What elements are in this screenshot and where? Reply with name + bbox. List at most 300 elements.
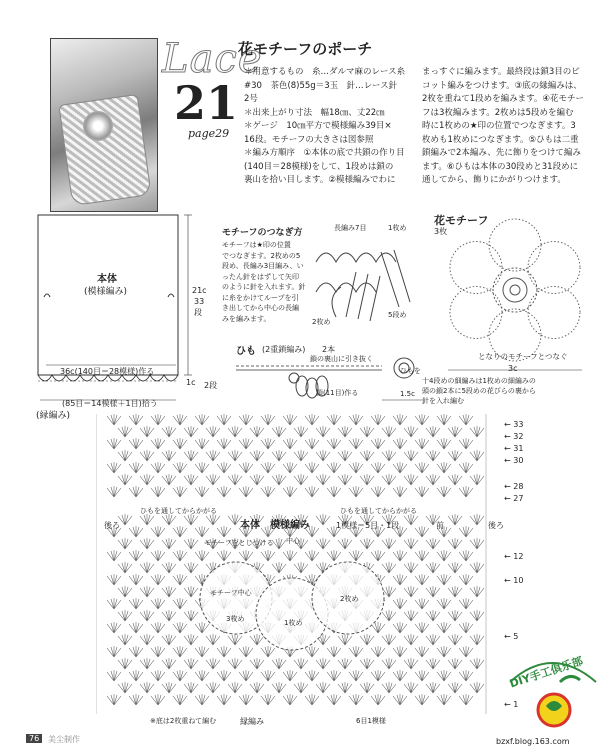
stitch-fan — [437, 438, 451, 449]
stitch-fan — [305, 438, 319, 449]
note-second-motif: 2枚め — [312, 318, 331, 326]
stitch-fan — [305, 646, 319, 657]
stitch-fan — [239, 694, 253, 705]
motif-attach-note: モチーフをとじつける — [204, 539, 274, 547]
stitch-fan — [327, 670, 341, 681]
stitch-fan — [239, 438, 253, 449]
stitch-fan — [140, 538, 154, 549]
motif-join-diagram — [306, 222, 424, 332]
flower-petal — [450, 287, 502, 339]
stitch-fan — [459, 526, 473, 537]
stitch-fan — [272, 426, 286, 437]
stitch-fan — [393, 462, 407, 473]
stitch-fan — [294, 658, 308, 669]
stitch-fan — [437, 574, 451, 585]
row-number: ← 5 — [504, 632, 519, 641]
stitch-fan — [173, 670, 187, 681]
stitch-fan — [415, 646, 429, 657]
bottom-pick-dimension: (85目＝14模様＋1目)拾う — [62, 399, 158, 408]
stitch-fan — [118, 450, 132, 461]
stitch-fan — [107, 598, 121, 609]
body-sublabel: (模様編み) — [84, 287, 128, 297]
stitch-fan — [393, 550, 407, 561]
stitch-fan — [151, 694, 165, 705]
bottom-repeat-label: 6目1模様 — [356, 717, 386, 725]
instruction-line: フは3枚編みます。2枚めは5段めを編む — [422, 107, 574, 118]
stitch-fan — [151, 646, 165, 657]
instruction-line: ます。⑥ひもは本体の30段めと31段めに — [422, 161, 579, 172]
motif-join-title: モチーフのつなぎ方 — [222, 228, 303, 238]
cord-note-left: ひもを通してからかがる — [140, 507, 217, 515]
stitch-fan — [448, 474, 462, 485]
stitch-fan — [305, 550, 319, 561]
stitch-fan — [426, 562, 440, 573]
stitch-fan — [151, 486, 165, 497]
stitch-fan — [250, 682, 264, 693]
stitch-fan — [338, 658, 352, 669]
stitch-fan — [250, 658, 264, 669]
pouch-bag-image — [58, 94, 151, 206]
stitch-fan — [470, 586, 484, 597]
stitch-fan — [404, 610, 418, 621]
row-number: ← 27 — [504, 494, 524, 503]
stitch-fan — [426, 474, 440, 485]
stitch-fan — [140, 682, 154, 693]
second-motif-label: 2枚め — [340, 595, 359, 603]
cord-diagram — [232, 356, 422, 408]
stitch-fan — [217, 670, 231, 681]
stitch-fan — [151, 598, 165, 609]
stitch-fan — [360, 450, 374, 461]
stitch-fan — [250, 634, 264, 645]
row-number: ← 30 — [504, 456, 524, 465]
instruction-line: (140目＝28模様)をして、1段めは鎖の — [244, 161, 394, 172]
stitch-fan — [426, 682, 440, 693]
edging-chart-label: 縁編み — [240, 717, 264, 726]
stitch-fan — [206, 450, 220, 461]
stitch-fan — [338, 426, 352, 437]
stitch-fan — [140, 426, 154, 437]
stitch-fan — [250, 426, 264, 437]
stitch-fan — [217, 550, 231, 561]
source-url: bzxf.blog.163.com — [496, 737, 570, 746]
stitch-fan — [206, 474, 220, 485]
stitch-fan — [316, 426, 330, 437]
stitch-fan — [162, 682, 176, 693]
stitch-fan — [239, 486, 253, 497]
stitch-fan — [228, 426, 242, 437]
stitch-fan — [228, 658, 242, 669]
stitch-fan — [283, 550, 297, 561]
stitch-fan — [382, 658, 396, 669]
stitch-fan — [206, 634, 220, 645]
instruction-line: 枚めも1枚めにつなぎます。⑤ひもは二重 — [422, 134, 579, 145]
cord-count: 2本 — [322, 345, 336, 354]
stitch-fan — [448, 450, 462, 461]
stitch-fan — [151, 414, 165, 425]
stitch-fan — [129, 694, 143, 705]
stitch-fan — [217, 438, 231, 449]
stitch-fan — [118, 538, 132, 549]
stitch-fan — [404, 634, 418, 645]
side-dimension: 21c — [192, 286, 207, 295]
stitch-fan — [393, 670, 407, 681]
stitch-fan — [459, 550, 473, 561]
stitch-fan — [129, 438, 143, 449]
instruction-line: 2枚を重ねて1段めを編みます。④花モチー — [422, 94, 585, 104]
stitch-fan — [162, 658, 176, 669]
stitch-fan — [173, 598, 187, 609]
stitch-fan — [437, 694, 451, 705]
stitch-fan — [393, 622, 407, 633]
motif-join-line: でつなぎます。2枚めの5 — [222, 251, 301, 260]
stitch-fan — [228, 450, 242, 461]
stitch-fan — [349, 486, 363, 497]
stitch-fan — [283, 438, 297, 449]
stitch-fan — [448, 634, 462, 645]
stitch-fan — [173, 574, 187, 585]
side-dimension-unit: 段 — [194, 308, 202, 317]
stitch-fan — [459, 670, 473, 681]
row-number: ← 28 — [504, 482, 524, 491]
stitch-fan — [118, 682, 132, 693]
stitch-fan — [349, 670, 363, 681]
stitch-fan — [415, 622, 429, 633]
stitch-fan — [382, 586, 396, 597]
flower-petal — [528, 242, 580, 294]
stitch-fan — [118, 658, 132, 669]
stitch-fan — [338, 450, 352, 461]
stitch-fan — [393, 598, 407, 609]
stitch-fan — [327, 414, 341, 425]
stitch-fan — [448, 658, 462, 669]
pattern-title: 花モチーフのポーチ — [238, 40, 373, 58]
flower-petal — [528, 287, 580, 339]
pattern-number: 21 — [174, 76, 239, 130]
stitch-fan — [151, 462, 165, 473]
stitch-fan — [195, 694, 209, 705]
note-first-motif: 1枚め — [388, 224, 407, 232]
stitch-fan — [415, 438, 429, 449]
stitch-fan — [415, 414, 429, 425]
stitch-fan — [129, 526, 143, 537]
stitch-fan — [184, 474, 198, 485]
stitch-fan — [184, 426, 198, 437]
flower-footnote-line: 十4段めの細編みは1枚めの細編みの — [422, 377, 536, 385]
stitch-fan — [129, 462, 143, 473]
stitch-fan — [107, 694, 121, 705]
stitch-fan — [261, 462, 275, 473]
stitch-fan — [426, 586, 440, 597]
stitch-fan — [437, 622, 451, 633]
stitch-fan — [162, 538, 176, 549]
stitch-fan — [470, 426, 484, 437]
stitch-fan — [371, 670, 385, 681]
stitch-fan — [360, 682, 374, 693]
stitch-fan — [327, 646, 341, 657]
stitch-fan — [470, 634, 484, 645]
stitch-fan — [140, 658, 154, 669]
instruction-line: 鎖編みで2本編み、先に飾りをつけて編み — [422, 148, 581, 158]
stitch-fan — [195, 526, 209, 537]
stitch-fan — [118, 474, 132, 485]
instructions-column-1 — [244, 66, 412, 188]
stitch-fan — [239, 646, 253, 657]
stitch-fan — [195, 670, 209, 681]
stitch-fan — [261, 486, 275, 497]
stitch-fan — [217, 462, 231, 473]
stitch-fan — [459, 694, 473, 705]
stitch-fan — [118, 610, 132, 621]
stitch-fan — [426, 658, 440, 669]
stitch-fan — [415, 526, 429, 537]
stitch-fan — [338, 538, 352, 549]
stitch-fan — [448, 538, 462, 549]
stitch-chart — [96, 414, 506, 722]
instruction-line: 裏山を拾い目します。②模様編みでわに — [244, 175, 396, 185]
stitch-fan — [107, 414, 121, 425]
stitch-fan — [151, 574, 165, 585]
stitch-fan — [327, 694, 341, 705]
row-number: ← 31 — [504, 444, 524, 453]
stitch-fan — [184, 658, 198, 669]
pouch-photo — [50, 38, 158, 212]
stitch-fan — [294, 474, 308, 485]
stitch-fan — [448, 610, 462, 621]
stitch-fan — [206, 426, 220, 437]
stitch-fan — [349, 550, 363, 561]
instruction-line: 時に1枚めの★印の位置でつなぎます。3 — [422, 121, 576, 131]
stitch-fan — [426, 538, 440, 549]
stitch-fan — [140, 562, 154, 573]
stitch-fan — [448, 426, 462, 437]
stitch-fan — [272, 562, 286, 573]
stitch-fan — [382, 538, 396, 549]
stitch-fan — [173, 550, 187, 561]
logo-text: DIY手工俱乐部 — [508, 654, 585, 691]
stitch-fan — [404, 538, 418, 549]
motif-join-text — [222, 240, 312, 324]
stitch-fan — [151, 670, 165, 681]
stitch-fan — [118, 426, 132, 437]
stitch-fan — [415, 694, 429, 705]
edging-label: (縁編み) — [36, 411, 71, 421]
stitch-fan — [206, 682, 220, 693]
edge-rows: 2段 — [204, 381, 218, 390]
note-long-stitch: 長編み7目 — [334, 224, 367, 232]
chart-repeat: 1模様＝5目・1段 — [336, 521, 400, 530]
stitch-fan — [239, 550, 253, 561]
stitch-fan — [437, 486, 451, 497]
stitch-fan — [283, 462, 297, 473]
stitch-fan — [173, 526, 187, 537]
stitch-fan — [470, 538, 484, 549]
stitch-fan — [228, 682, 242, 693]
motif-join-line: 段め、長編み3目編み、い — [222, 262, 304, 270]
stitch-fan — [426, 426, 440, 437]
stitch-fan — [393, 646, 407, 657]
edge-dimension: 1c — [186, 378, 196, 387]
flower-petal — [489, 219, 541, 271]
stitch-fan — [316, 682, 330, 693]
stitch-fan — [360, 658, 374, 669]
stitch-fan — [349, 462, 363, 473]
stitch-fan — [261, 646, 275, 657]
stitch-fan — [338, 474, 352, 485]
stitch-fan — [294, 682, 308, 693]
stitch-fan — [459, 598, 473, 609]
stitch-fan — [470, 610, 484, 621]
cord-note: ひもを — [400, 367, 421, 375]
stitch-fan — [162, 634, 176, 645]
flower-join-note: となりのモチーフとつなぐ — [478, 352, 568, 361]
lace-word: Lace — [162, 36, 263, 82]
stitch-fan — [371, 646, 385, 657]
stitch-fan — [283, 670, 297, 681]
stitch-fan — [173, 438, 187, 449]
stitch-fan — [173, 486, 187, 497]
stitch-fan — [470, 450, 484, 461]
stitch-fan — [437, 670, 451, 681]
stitch-fan — [272, 450, 286, 461]
stitch-fan — [382, 682, 396, 693]
stitch-fan — [195, 462, 209, 473]
stitch-fan — [305, 670, 319, 681]
stitch-fan — [393, 694, 407, 705]
instruction-line: 2号 — [244, 94, 258, 104]
stitch-fan — [272, 474, 286, 485]
instructions-column-2 — [422, 66, 598, 188]
instruction-line: ＊出来上がり寸法 幅18㎝、丈22㎝ — [244, 107, 385, 118]
stitch-fan — [382, 562, 396, 573]
third-motif-label: 3枚め — [226, 615, 245, 623]
stitch-fan — [426, 450, 440, 461]
stitch-fan — [184, 586, 198, 597]
stitch-fan — [470, 474, 484, 485]
side-dimension-rows: 33 — [194, 297, 205, 306]
stitch-fan — [404, 426, 418, 437]
stitch-fan — [118, 634, 132, 645]
stitch-fan — [393, 486, 407, 497]
cord-length: 1.5c — [400, 390, 415, 398]
stitch-fan — [338, 634, 352, 645]
row-number: ← 12 — [504, 552, 524, 561]
bottom-double-note: ※底は2枚重ねて編む — [150, 717, 217, 725]
stitch-fan — [107, 438, 121, 449]
flower-footnote-line: 頭の鎖2本に5段めの花びらの裏から — [422, 387, 536, 395]
row-number: ← 32 — [504, 432, 524, 441]
stitch-fan — [107, 670, 121, 681]
stitch-fan — [184, 682, 198, 693]
stitch-fan — [459, 646, 473, 657]
stitch-fan — [217, 694, 231, 705]
stitch-fan — [129, 414, 143, 425]
stitch-fan — [437, 462, 451, 473]
stitch-fan — [261, 694, 275, 705]
stitch-fan — [415, 574, 429, 585]
stitch-fan — [349, 414, 363, 425]
stitch-fan — [393, 438, 407, 449]
flower-footnote — [422, 376, 602, 406]
stitch-fan — [283, 486, 297, 497]
stitch-fan — [129, 598, 143, 609]
body-label: 本体 — [97, 274, 117, 285]
stitch-fan — [437, 598, 451, 609]
stitch-fan — [162, 450, 176, 461]
stitch-fan — [283, 694, 297, 705]
stitch-fan — [239, 414, 253, 425]
row-number: ← 1 — [504, 700, 519, 709]
stitch-fan — [459, 486, 473, 497]
flower-size: 3c — [508, 364, 518, 373]
stitch-fan — [448, 562, 462, 573]
cord-note-right: ひもを通してからかがる — [340, 507, 417, 515]
stitch-fan — [459, 622, 473, 633]
motif-join-line: き出してから中心の長編 — [222, 304, 299, 312]
stitch-fan — [415, 462, 429, 473]
stitch-fan — [371, 438, 385, 449]
stitch-fan — [305, 462, 319, 473]
stitch-fan — [162, 562, 176, 573]
stitch-fan — [272, 538, 286, 549]
row-number: ← 33 — [504, 420, 524, 429]
stitch-fan — [382, 426, 396, 437]
flower-footnote-line: 針を入れ編む — [422, 397, 464, 405]
flower-size-line — [440, 366, 590, 374]
stitch-fan — [327, 486, 341, 497]
stitch-fan — [217, 526, 231, 537]
flower-motif-count: 3枚 — [434, 227, 448, 236]
stitch-fan — [349, 646, 363, 657]
stitch-fan — [360, 474, 374, 485]
stitch-fan — [448, 586, 462, 597]
stitch-fan — [459, 574, 473, 585]
stitch-fan — [316, 450, 330, 461]
cord-pull-note: 鎖の裏山に引き抜く — [310, 355, 373, 363]
instruction-line: ＊ゲージ 10㎝平方で模様編み39目× — [244, 121, 392, 131]
stitch-fan — [129, 622, 143, 633]
stitch-fan — [338, 682, 352, 693]
stitch-fan — [349, 694, 363, 705]
stitch-fan — [272, 658, 286, 669]
chart-title: 本体 模様編み — [240, 520, 310, 531]
back-right-label: 後ろ — [488, 521, 504, 530]
stitch-fan — [129, 574, 143, 585]
stitch-fan — [107, 646, 121, 657]
stitch-fan — [250, 474, 264, 485]
stitch-fan — [404, 562, 418, 573]
motif-join-line: ったん針をはずして矢印 — [222, 272, 299, 281]
stitch-fan — [195, 646, 209, 657]
stitch-fan — [327, 462, 341, 473]
stitch-fan — [239, 462, 253, 473]
stitch-fan — [261, 670, 275, 681]
stitch-fan — [162, 426, 176, 437]
stitch-fan — [261, 438, 275, 449]
stitch-fan — [195, 414, 209, 425]
stitch-fan — [294, 426, 308, 437]
stitch-fan — [316, 474, 330, 485]
stitch-fan — [426, 634, 440, 645]
publisher-mark: 美尘制作 — [48, 735, 80, 744]
instruction-line: #30 茶色(8)55g＝3玉 針…レース針 — [244, 80, 398, 91]
stitch-fan — [228, 474, 242, 485]
stitch-fan — [140, 586, 154, 597]
cord-title: ひも — [236, 346, 256, 357]
stitch-fan — [360, 538, 374, 549]
stitch-fan — [316, 658, 330, 669]
instruction-line: 通してから、飾りにかがりつけます。 — [422, 175, 566, 185]
